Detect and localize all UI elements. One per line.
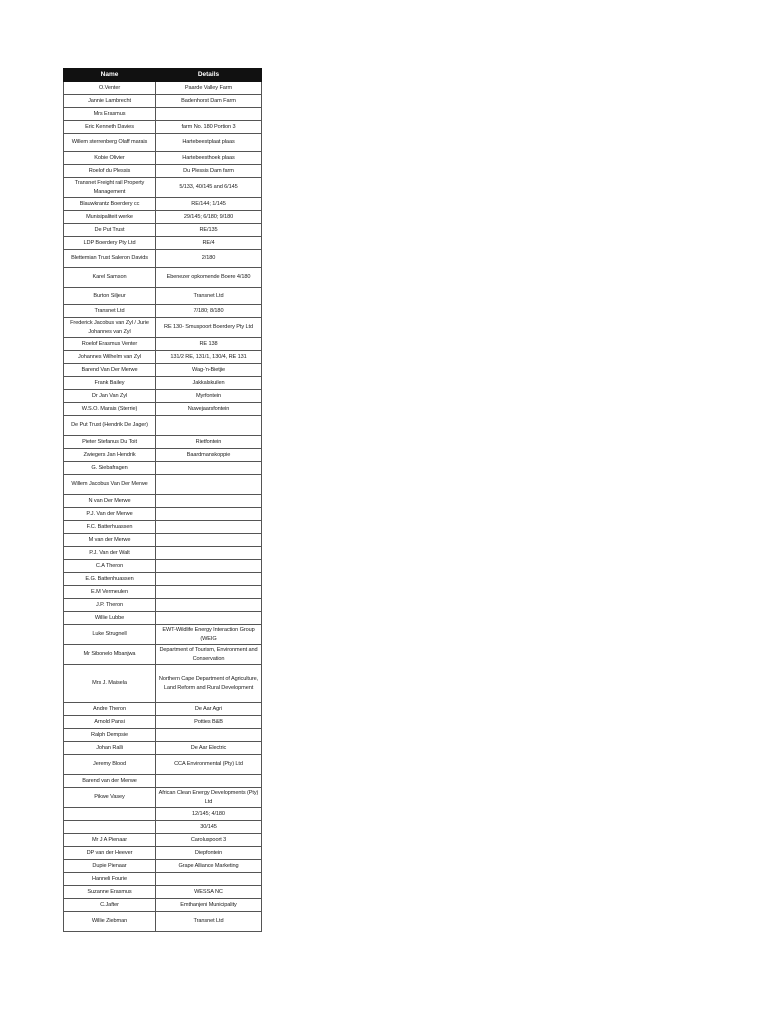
details-cell: EWT-Wildlife Energy Interaction Group (WEIG: [156, 625, 262, 645]
name-cell: E.M Vermeulen: [64, 586, 156, 599]
table-row: [64, 775, 262, 788]
details-cell: 5/133, 40/145 and 6/145: [156, 178, 262, 198]
name-cell: Johan Ralli: [64, 742, 156, 755]
name-cell: Jannie Lambrecht: [64, 95, 156, 108]
table-row: [64, 436, 262, 449]
details-cell: Du Plessis Dam farm: [156, 165, 262, 178]
name-cell: Mrs Erasmus: [64, 108, 156, 121]
name-cell: M van der Merwe: [64, 534, 156, 547]
details-cell: CCA Environmental (Pty) Ltd: [156, 755, 262, 775]
table-row: [64, 534, 262, 547]
table-row: [64, 211, 262, 224]
details-cell: Rietfontein: [156, 436, 262, 449]
name-cell: Willie Lubbe: [64, 612, 156, 625]
details-cell: Paarde Valley Farm: [156, 82, 262, 95]
name-cell: De Put Trust (Hendrik De Jager): [64, 416, 156, 436]
table-row: [64, 599, 262, 612]
name-cell: Hanneli Fourie: [64, 873, 156, 886]
table-row: [64, 665, 262, 703]
details-cell: RE 130- Smuspoort Boerdery Pty Ltd: [156, 318, 262, 338]
table-row: [64, 586, 262, 599]
details-cell: Hartebeesthoek plaas: [156, 152, 262, 165]
name-cell: Andre Theron: [64, 703, 156, 716]
details-cell: [156, 573, 262, 586]
details-cell: [156, 729, 262, 742]
name-cell: Karel Samson: [64, 268, 156, 288]
details-cell: 30/145: [156, 821, 262, 834]
table-row: [64, 416, 262, 436]
name-cell: Eric Kenneth Davies: [64, 121, 156, 134]
table-row: [64, 808, 262, 821]
table-row: [64, 152, 262, 165]
table-row: [64, 121, 262, 134]
name-cell: F.C. Batterhuassen: [64, 521, 156, 534]
details-cell: Department of Tourism, Environment and Conservation: [156, 645, 262, 665]
details-cell: [156, 508, 262, 521]
table-row: [64, 521, 262, 534]
name-cell: Zwiegers Jan Hendrik: [64, 449, 156, 462]
name-cell: Jeremy Blood: [64, 755, 156, 775]
details-cell: [156, 521, 262, 534]
table-row: [64, 755, 262, 775]
details-cell: farm No. 180 Portion 3: [156, 121, 262, 134]
details-cell: Potties B&B: [156, 716, 262, 729]
details-cell: Myrfontein: [156, 390, 262, 403]
table-row: [64, 250, 262, 268]
name-cell: Roelof du Plessis: [64, 165, 156, 178]
table-row: [64, 788, 262, 808]
details-cell: RE/135: [156, 224, 262, 237]
table-row: [64, 847, 262, 860]
table-row: [64, 821, 262, 834]
name-cell: Pikwe Vasey: [64, 788, 156, 808]
table-row: [64, 403, 262, 416]
table-row: [64, 178, 262, 198]
name-cell: Frank Bailey: [64, 377, 156, 390]
table-row: [64, 703, 262, 716]
name-cell: N van Der Merwe: [64, 495, 156, 508]
details-cell: 131/2 RE, 131/1, 130/4, RE 131: [156, 351, 262, 364]
details-cell: [156, 560, 262, 573]
name-cell: C.Jafter: [64, 899, 156, 912]
name-cell: W.S.O. Marais (Sterrie): [64, 403, 156, 416]
details-cell: Diepfontein: [156, 847, 262, 860]
details-cell: RE 138: [156, 338, 262, 351]
name-cell: Roelof Erasmus Venter: [64, 338, 156, 351]
name-cell: Frederick Jacobus van Zyl / Jurie Johannes van Zyl: [64, 318, 156, 338]
details-cell: Badenhorst Dam Farm: [156, 95, 262, 108]
table-row: [64, 495, 262, 508]
table-row: [64, 912, 262, 932]
details-cell: Caroluspoort 3: [156, 834, 262, 847]
name-cell: Pieter Stefanus Du Toit: [64, 436, 156, 449]
table-row: [64, 224, 262, 237]
table-row: [64, 886, 262, 899]
table-header-row: [64, 69, 262, 82]
name-cell: Johannes Wilhelm van Zyl: [64, 351, 156, 364]
name-cell: Luke Strugnell: [64, 625, 156, 645]
table-row: [64, 377, 262, 390]
details-cell: 2/180: [156, 250, 262, 268]
name-cell: Barend Van Der Merwe: [64, 364, 156, 377]
name-cell: Mrs J. Maisela: [64, 665, 156, 703]
details-cell: [156, 775, 262, 788]
table-row: [64, 475, 262, 495]
details-cell: [156, 599, 262, 612]
name-cell: Barend van der Merwe: [64, 775, 156, 788]
table-row: [64, 625, 262, 645]
stakeholder-table: [63, 68, 262, 932]
name-cell: Willem sterrenberg Olaff marais: [64, 134, 156, 152]
table-row: [64, 288, 262, 305]
details-cell: [156, 462, 262, 475]
table-row: [64, 612, 262, 625]
details-cell: Transnet Ltd: [156, 288, 262, 305]
table-row: [64, 899, 262, 912]
details-cell: Nuwejaarsfontein: [156, 403, 262, 416]
name-cell: Burton Siljeur: [64, 288, 156, 305]
table-row: [64, 338, 262, 351]
name-cell: P.J. Van der Merwe: [64, 508, 156, 521]
table-row: [64, 165, 262, 178]
name-cell: Dupie Pienaar: [64, 860, 156, 873]
name-cell: Suzanne Erasmus: [64, 886, 156, 899]
details-cell: [156, 534, 262, 547]
table-row: [64, 390, 262, 403]
details-cell: Emthanjeni Municipality: [156, 899, 262, 912]
details-cell: [156, 495, 262, 508]
details-cell: Northern Cape Department of Agriculture, Land Reform and Rural Development: [156, 665, 262, 703]
details-cell: De Aar Agri: [156, 703, 262, 716]
details-cell: 29/145; 6/180; 9/180: [156, 211, 262, 224]
table-row: [64, 198, 262, 211]
table-body: [64, 82, 262, 932]
details-cell: [156, 873, 262, 886]
table-row: [64, 742, 262, 755]
table-row: [64, 305, 262, 318]
table-row: [64, 729, 262, 742]
name-cell: Transnet Freight rail Property Management: [64, 178, 156, 198]
name-cell: Blettemian Trust Saleron Davids: [64, 250, 156, 268]
header-name: Name: [64, 69, 156, 82]
details-cell: Transnet Ltd: [156, 912, 262, 932]
name-cell: Dr Jan Van Zyl: [64, 390, 156, 403]
name-cell: De Put Trust: [64, 224, 156, 237]
details-cell: RE/144; 1/145: [156, 198, 262, 211]
details-cell: Hartebeestplaat plaas: [156, 134, 262, 152]
details-cell: [156, 108, 262, 121]
name-cell: Transnet Ltd: [64, 305, 156, 318]
header-details: Details: [156, 69, 262, 82]
table-row: [64, 268, 262, 288]
name-cell: DP van der Heever: [64, 847, 156, 860]
name-cell: Willie Ziebman: [64, 912, 156, 932]
table-row: [64, 645, 262, 665]
name-cell: C.A Theron: [64, 560, 156, 573]
details-cell: Grape Alliance Marketing: [156, 860, 262, 873]
details-cell: 7/180; 8/180: [156, 305, 262, 318]
table-row: [64, 364, 262, 377]
table-row: [64, 547, 262, 560]
name-cell: Munisipaliteit werke: [64, 211, 156, 224]
details-cell: African Clean Energy Developments (Pty) Ltd: [156, 788, 262, 808]
table-row: [64, 134, 262, 152]
details-cell: Wag-'n-Bietjie: [156, 364, 262, 377]
table-row: [64, 560, 262, 573]
details-cell: [156, 586, 262, 599]
details-cell: Jakkalskuilen: [156, 377, 262, 390]
table-row: [64, 108, 262, 121]
name-cell: O.Venter: [64, 82, 156, 95]
table-row: [64, 449, 262, 462]
details-cell: [156, 547, 262, 560]
details-cell: WESSA NC: [156, 886, 262, 899]
name-cell: J.P. Theron: [64, 599, 156, 612]
name-cell: G. Siebafragen: [64, 462, 156, 475]
name-cell: Willem Jacobus Van Der Merwe: [64, 475, 156, 495]
table-row: [64, 860, 262, 873]
table-row: [64, 462, 262, 475]
table-row: [64, 508, 262, 521]
details-cell: [156, 416, 262, 436]
name-cell: Ralph Dempsie: [64, 729, 156, 742]
name-cell: [64, 821, 156, 834]
table-row: [64, 95, 262, 108]
table-row: [64, 873, 262, 886]
table-row: [64, 351, 262, 364]
name-cell: [64, 808, 156, 821]
details-cell: [156, 612, 262, 625]
details-cell: De Aar Electric: [156, 742, 262, 755]
details-cell: Ebenezer opkomende Boere 4/180: [156, 268, 262, 288]
table-row: [64, 573, 262, 586]
table-row: [64, 237, 262, 250]
name-cell: Blauwkrantz Boerdery cc: [64, 198, 156, 211]
table-row: [64, 834, 262, 847]
details-cell: [156, 475, 262, 495]
name-cell: P.J. Van der Walt: [64, 547, 156, 560]
details-cell: Baardmanskoppie: [156, 449, 262, 462]
details-cell: 12/145; 4/180: [156, 808, 262, 821]
name-cell: E.G. Battenhuassen: [64, 573, 156, 586]
name-cell: Kobie Olivier: [64, 152, 156, 165]
table-row: [64, 82, 262, 95]
name-cell: Mr Sibonelo Mbanjwa: [64, 645, 156, 665]
details-cell: RE/4: [156, 237, 262, 250]
name-cell: Arnold Pansi: [64, 716, 156, 729]
table-row: [64, 318, 262, 338]
name-cell: Mr J A Pienaar: [64, 834, 156, 847]
table-row: [64, 716, 262, 729]
name-cell: LDP Boerdery Pty Ltd: [64, 237, 156, 250]
